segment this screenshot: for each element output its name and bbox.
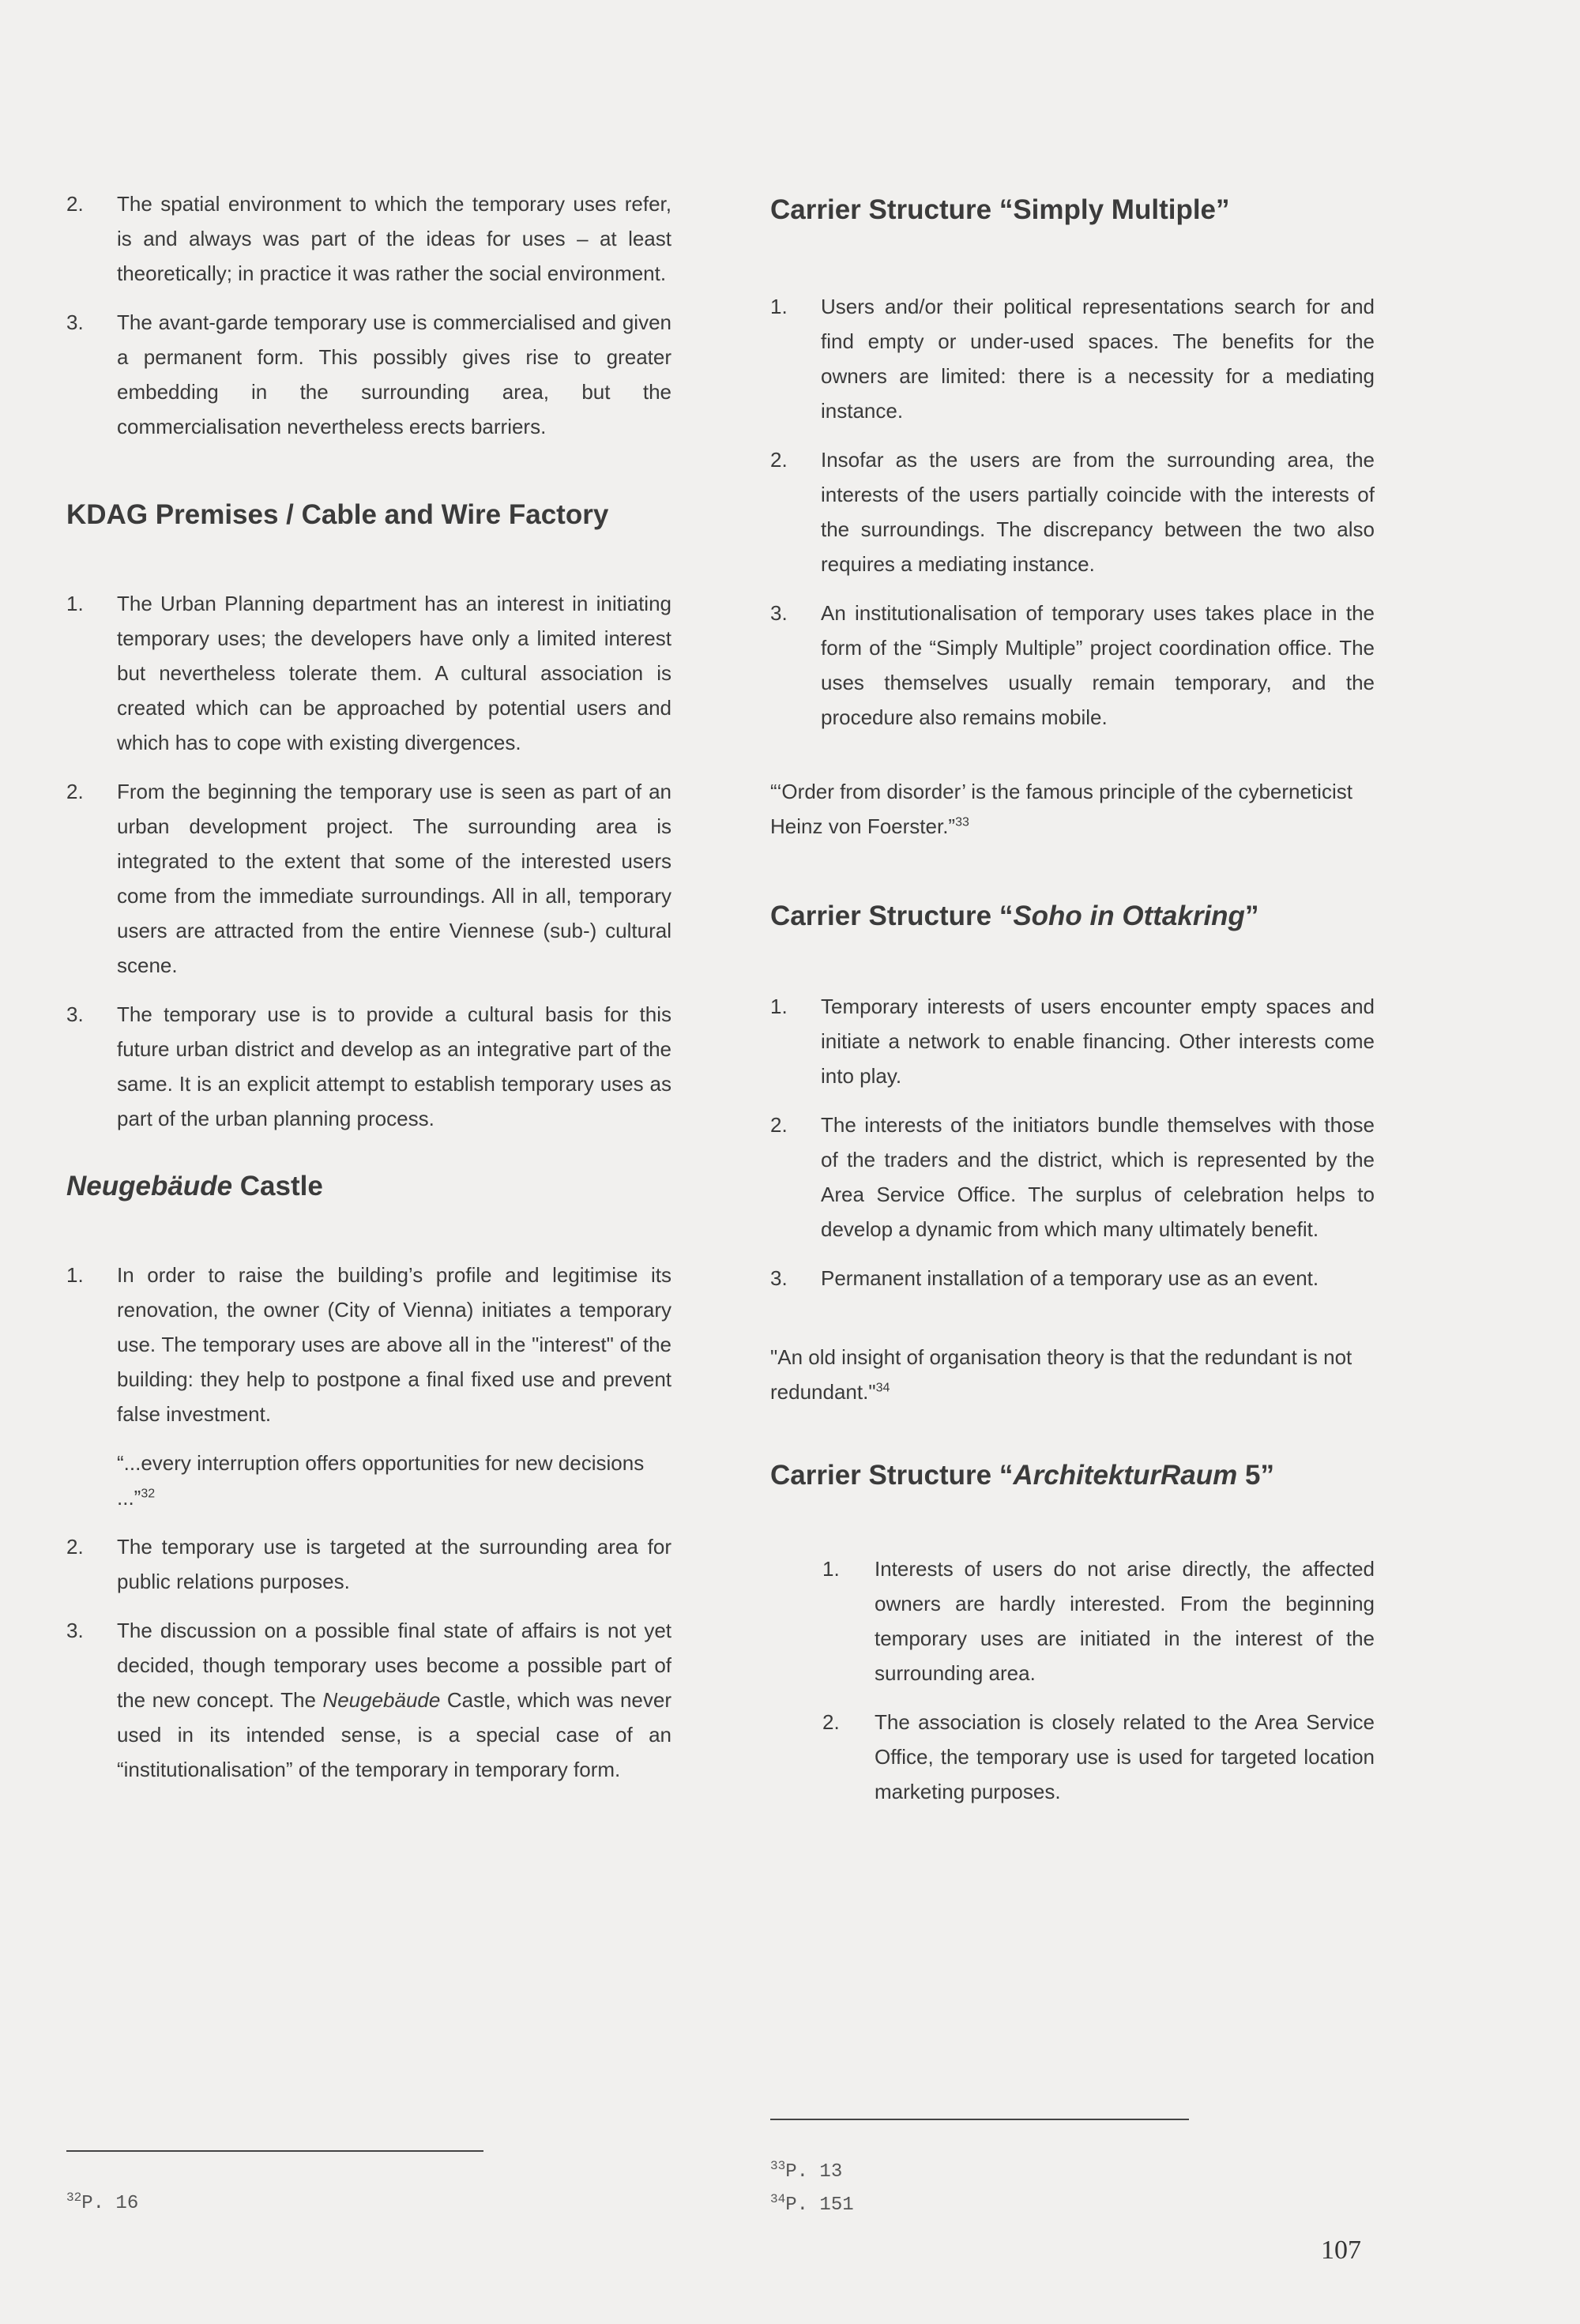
list-item bbox=[66, 305, 672, 444]
heading-part: Carrier Structure “ bbox=[770, 901, 1014, 931]
item-number: 1. bbox=[66, 592, 84, 615]
quote-text: "An old insight of organisation theory is that the redundant is not redundant." bbox=[770, 1345, 1352, 1404]
footnote-text: P. 16 bbox=[81, 2193, 139, 2214]
item-text: The interests of the initiators bundle themselves with those of the traders and the district, which is represented by the Area Service Office. The surplus of celebration helps to develop a dynamic from which many ultimately benefit. bbox=[821, 1113, 1375, 1241]
heading-part: 5” bbox=[1237, 1460, 1274, 1491]
page-number: 107 bbox=[1321, 2236, 1361, 2265]
architekturraum-list bbox=[822, 1551, 1375, 1809]
item-number: 2. bbox=[770, 448, 788, 472]
section-heading-kdag: KDAG Premises / Cable and Wire Factory bbox=[66, 499, 609, 530]
list-item bbox=[66, 997, 672, 1136]
list-item bbox=[770, 989, 1375, 1093]
item-text: Interests of users do not arise directly, the affected owners are hardly interested. From the beginning temporary uses are initiated in the interest of the surrounding area. bbox=[875, 1557, 1375, 1685]
list-item bbox=[770, 1107, 1375, 1247]
heading-rest: Castle bbox=[232, 1171, 323, 1201]
list-item bbox=[770, 1261, 1375, 1295]
section-heading-soho bbox=[770, 901, 1375, 932]
footnote-mark: 32 bbox=[66, 2191, 82, 2205]
list-item bbox=[66, 186, 672, 291]
footnote bbox=[66, 2193, 138, 2214]
quote bbox=[117, 1446, 672, 1515]
list-item bbox=[66, 774, 672, 983]
item-number: 3. bbox=[66, 1002, 84, 1026]
item-text: The spatial environment to which the temporary uses refer, is and always was part of the ideas for uses – at least theoretically; in practice it was rather the social environment. bbox=[117, 192, 672, 285]
item-text: The association is closely related to the Area Service Office, the temporary use is used for targeted location marketing purposes. bbox=[875, 1710, 1375, 1803]
item-text: Temporary interests of users encounter empty spaces and initiate a network to enable financing. Other interests come into play. bbox=[821, 995, 1375, 1088]
item-text: Permanent installation of a temporary use as an event. bbox=[821, 1266, 1319, 1290]
list-item bbox=[822, 1551, 1375, 1690]
item-number: 2. bbox=[66, 192, 84, 216]
heading-italic: Neugebäude bbox=[66, 1171, 233, 1201]
item-text: The avant-garde temporary use is commercialised and given a permanent form. This possibly gives rise to greater embedding in the surrounding area, but the commercialisation nevertheless erects barriers. bbox=[117, 310, 672, 438]
quote-text: “...every interruption offers opportunities for new decisions ...” bbox=[117, 1451, 645, 1510]
section-heading-neugebaude bbox=[66, 1171, 672, 1202]
footnote bbox=[770, 2194, 854, 2216]
right-column bbox=[770, 186, 1375, 1823]
heading-part: Carrier Structure “ bbox=[770, 1460, 1014, 1491]
list-item bbox=[66, 1529, 672, 1599]
footnote-mark: 33 bbox=[770, 2159, 786, 2173]
list-item bbox=[770, 289, 1375, 428]
list-item bbox=[66, 1613, 672, 1787]
item-number: 3. bbox=[66, 1619, 84, 1642]
item-text: In order to raise the building’s profile and legitimise its renovation, the owner (City of Vienna) initiates a temporary use. The temporary uses are above all in the "interest" of the building: they help to postpone a final fixed use and prevent false investment. bbox=[117, 1263, 672, 1426]
list-item bbox=[770, 442, 1375, 581]
footnote-text: P. 151 bbox=[785, 2194, 854, 2216]
text-part: Castle, which was never used in its intended sense, is a special case of an “institutionalisation” of the temporary in temporary form. bbox=[117, 1688, 672, 1781]
footnote-ref: 34 bbox=[875, 1381, 890, 1395]
item-number: 1. bbox=[770, 995, 788, 1018]
list-item bbox=[66, 586, 672, 760]
quote bbox=[770, 1340, 1375, 1409]
item-number: 2. bbox=[66, 780, 84, 803]
item-text: The temporary use is targeted at the surrounding area for public relations purposes. bbox=[117, 1535, 672, 1593]
heading-part: ” bbox=[1244, 901, 1259, 931]
heading-italic: Soho in Ottakring bbox=[1013, 901, 1245, 931]
item-number: 3. bbox=[770, 601, 788, 625]
footnote-ref: 32 bbox=[141, 1487, 156, 1501]
text-italic: Neugebäude bbox=[322, 1688, 441, 1712]
footnote-text: P. 13 bbox=[785, 2161, 843, 2183]
footnote-ref: 33 bbox=[955, 815, 969, 829]
list-item bbox=[66, 1258, 672, 1431]
item-text: An institutionalisation of temporary uses takes place in the form of the “Simply Multiple” project coordination office. The uses themselves usually remain temporary, and the procedure also remains mobile. bbox=[821, 601, 1375, 729]
footnote-mark: 34 bbox=[770, 2192, 786, 2206]
quote-text: “‘Order from disorder’ is the famous principle of the cyberneticist Heinz von Foerster.” bbox=[770, 780, 1352, 838]
section-heading-simply-multiple: Carrier Structure “Simply Multiple” bbox=[770, 194, 1230, 225]
list-item bbox=[822, 1705, 1375, 1809]
item-number: 1. bbox=[66, 1263, 84, 1287]
item-number: 1. bbox=[822, 1557, 840, 1581]
heading-italic: ArchitekturRaum bbox=[1013, 1460, 1238, 1491]
item-number: 1. bbox=[770, 295, 788, 318]
left-column bbox=[66, 186, 672, 1801]
item-number: 3. bbox=[66, 310, 84, 334]
item-number: 2. bbox=[770, 1113, 788, 1137]
footnote-rule bbox=[770, 2119, 1189, 2120]
item-text: From the beginning the temporary use is seen as part of an urban development project. The surrounding area is integrated to the extent that some of the interested users come from the immediate surroundings. All in all, temporary users are attracted from the entire Viennese (sub-) cultural scene. bbox=[117, 780, 672, 977]
item-text: Users and/or their political representations search for and find empty or under-used spaces. The benefits for the owners are limited: there is a necessity for a mediating instance. bbox=[821, 295, 1375, 423]
item-number: 2. bbox=[66, 1535, 84, 1559]
section-heading-architekturraum bbox=[770, 1460, 1375, 1491]
item-text: The temporary use is to provide a cultural basis for this future urban district and develop as an integrative part of the same. It is an explicit attempt to establish temporary uses as part of the urban planning process. bbox=[117, 1002, 672, 1130]
list-item bbox=[770, 596, 1375, 735]
item-text: The Urban Planning department has an interest in initiating temporary uses; the developers have only a limited interest but nevertheless tolerate them. A cultural association is created which can be approached by potential users and which has to cope with existing divergences. bbox=[117, 592, 672, 754]
footnote bbox=[770, 2161, 842, 2183]
item-number: 2. bbox=[822, 1710, 840, 1734]
text-part: The discussion on a possible final state of affairs is not yet decided, though temporary uses become a possible part of the new concept. The bbox=[117, 1619, 672, 1712]
item-number: 3. bbox=[770, 1266, 788, 1290]
item-text bbox=[117, 1613, 672, 1787]
item-text: Insofar as the users are from the surrounding area, the interests of the users partially coincide with the interests of the surroundings. The discrepancy between the two also requires a mediating instance. bbox=[821, 448, 1375, 576]
quote bbox=[770, 774, 1375, 844]
footnote-rule bbox=[66, 2150, 483, 2152]
